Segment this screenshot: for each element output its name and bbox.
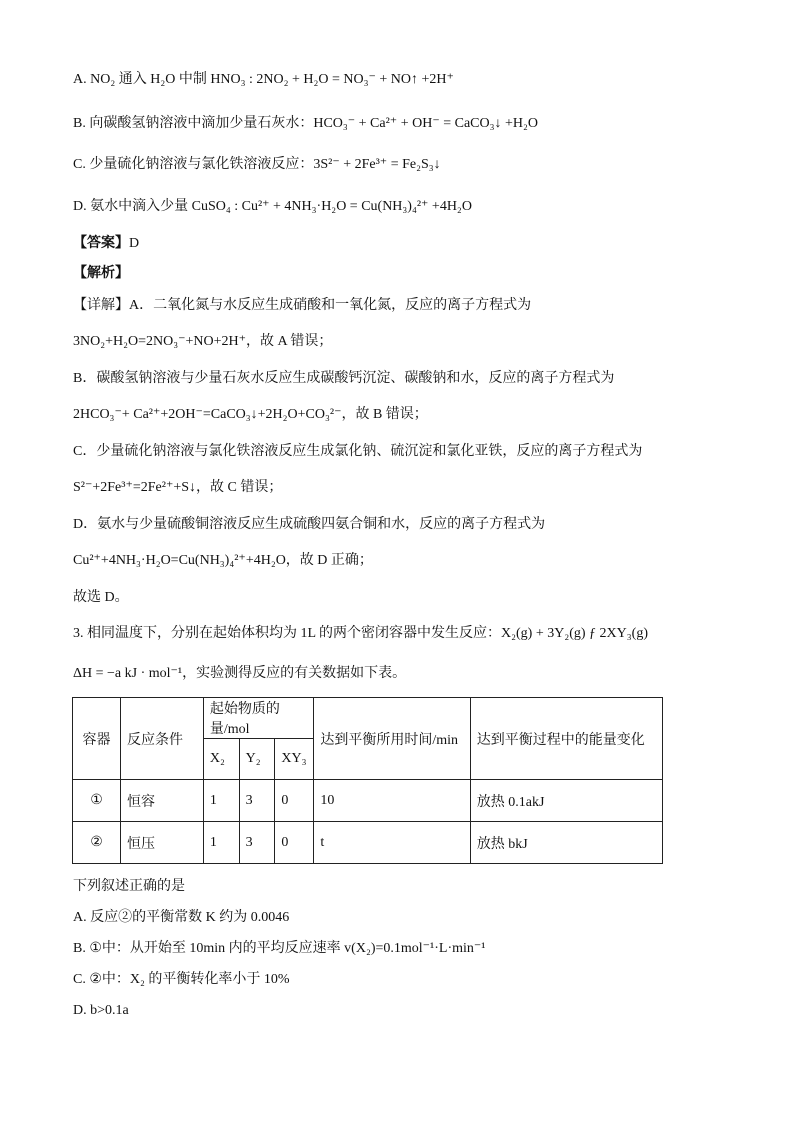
answer-value: D: [129, 236, 140, 251]
cell-time: 10: [314, 780, 470, 822]
answer-line: [73, 234, 139, 254]
explanation-line: 【详解】A．二氧化氮与水反应生成硝酸和一氧化氮，反应的离子方程式为: [73, 298, 532, 313]
option-d: D. 氨水中滴入少量 CuSO₄ : Cu²⁺ + 4NH₃·H₂O = Cu(NH₃)₄²⁺ +4H₂O: [73, 199, 472, 214]
header-y2: Y₂: [239, 739, 275, 780]
explanation-line: B．碳酸氢钠溶液与少量石灰水反应生成碳酸钙沉淀、碳酸钠和水，反应的离子方程式为: [73, 371, 615, 386]
question-stem: 3. 相同温度下，分别在起始体积均为 1L 的两个密闭容器中发生反应：X₂(g) + 3Y₂(g) ƒ 2XY₃(g): [73, 626, 648, 641]
cell-energy: 放热 0.1akJ: [470, 780, 662, 822]
table-row: [73, 822, 663, 864]
header-container: 容器: [73, 698, 121, 780]
cell-energy: 放热 bkJ: [470, 822, 662, 864]
cell-container: ②: [73, 822, 121, 864]
answer-label: 【答案】: [73, 236, 129, 251]
cell-x2: 1: [203, 822, 239, 864]
cell-y2: 3: [239, 822, 275, 864]
header-condition: 反应条件: [121, 698, 204, 780]
q3-option-c: C. ②中：X₂ 的平衡转化率小于 10%: [73, 972, 290, 987]
header-initial-amount: 起始物质的量/mol: [203, 698, 314, 739]
question-prompt: 下列叙述正确的是: [73, 879, 185, 894]
explanation-line: C．少量硫化钠溶液与氯化铁溶液反应生成氯化钠、硫沉淀和氯化亚铁，反应的离子方程式为: [73, 444, 643, 459]
equation-d: Cu²⁺+4NH₃·H₂O=Cu(NH₃)₄²⁺+4H₂O，故 D 正确；: [73, 553, 373, 568]
option-b: B. 向碳酸氢钠溶液中滴加少量石灰水：HCO₃⁻ + Ca²⁺ + OH⁻ = CaCO₃↓ +H₂O: [73, 116, 538, 131]
cell-condition: 恒压: [121, 822, 204, 864]
cell-time: t: [314, 822, 470, 864]
option-a: A. NO₂ 通入 H₂O 中制 HNO₃ : 2NO₂ + H₂O = NO₃⁻ + NO↑ +2H⁺: [73, 72, 454, 87]
explanation-line: D．氨水与少量硫酸铜溶液反应生成硫酸四氨合铜和水，反应的离子方程式为: [73, 517, 546, 532]
header-x2: X₂: [203, 739, 239, 780]
q3-option-b: B. ①中：从开始至 10min 内的平均反应速率 v(X₂)=0.1mol⁻¹·L·min⁻¹: [73, 941, 486, 956]
table-row: [73, 780, 663, 822]
equation-b: 2HCO₃⁻+ Ca²⁺+2OH⁻=CaCO₃↓+2H₂O+CO₃²⁻，故 B 错误；: [73, 407, 428, 422]
question-stem-enthalpy: ΔH = −a kJ · mol⁻¹，实验测得反应的有关数据如下表。: [73, 666, 407, 681]
cell-container: ①: [73, 780, 121, 822]
header-energy: 达到平衡过程中的能量变化: [470, 698, 662, 780]
header-xy3: XY₃: [275, 739, 314, 780]
analysis-label: 【解析】: [73, 266, 129, 281]
option-c: C. 少量硫化钠溶液与氯化铁溶液反应：3S²⁻ + 2Fe³⁺ = Fe₂S₃↓: [73, 157, 441, 172]
q3-option-a: A. 反应②的平衡常数 K 约为 0.0046: [73, 910, 290, 925]
equation-a: 3NO₂+H₂O=2NO₃⁻+NO+2H⁺，故 A 错误；: [73, 334, 333, 349]
cell-xy3: 0: [275, 780, 314, 822]
cell-xy3: 0: [275, 822, 314, 864]
header-time: 达到平衡所用时间/min: [314, 698, 470, 780]
cell-condition: 恒容: [121, 780, 204, 822]
cell-y2: 3: [239, 780, 275, 822]
equation-c: S²⁻+2Fe³⁺=2Fe²⁺+S↓，故 C 错误；: [73, 480, 283, 495]
q3-option-d: D. b>0.1a: [73, 1003, 129, 1018]
cell-x2: 1: [203, 780, 239, 822]
conclusion: 故选 D。: [73, 590, 129, 605]
data-table: [72, 697, 663, 864]
